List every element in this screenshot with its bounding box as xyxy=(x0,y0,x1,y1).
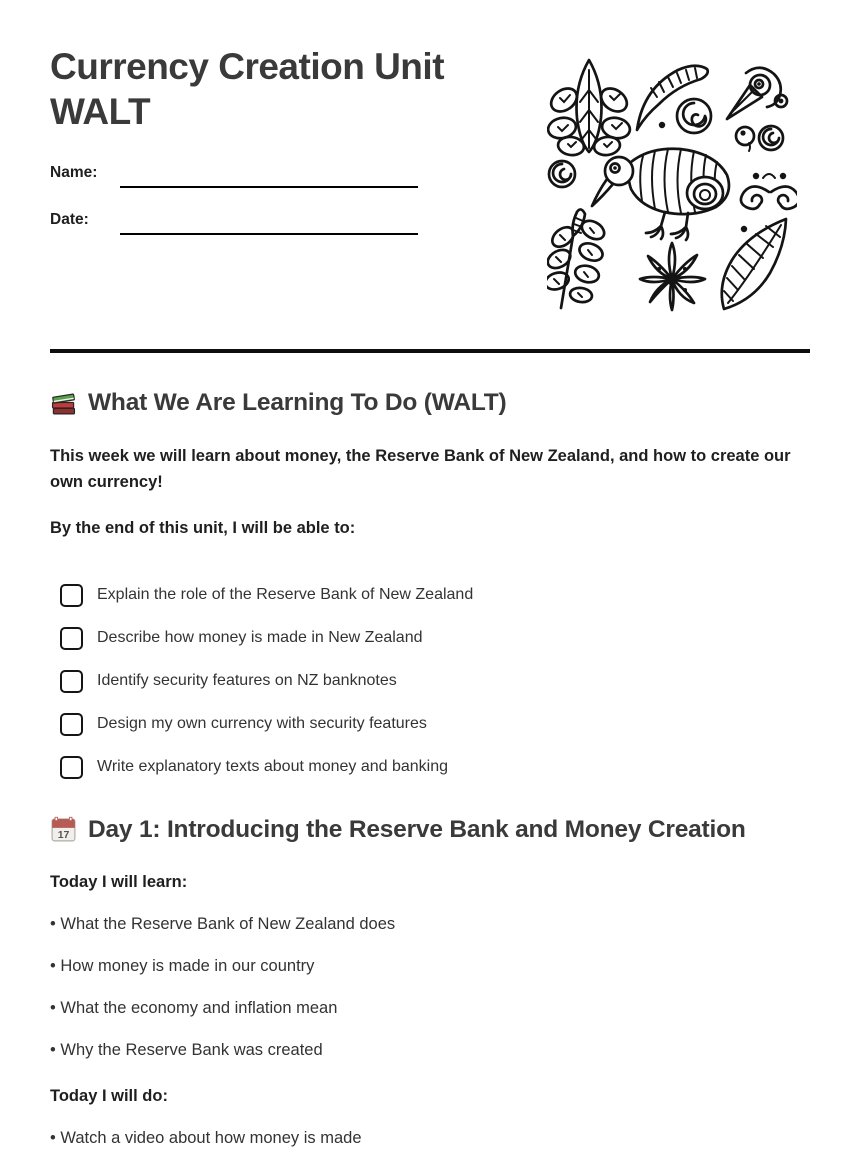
koru-blob-icon xyxy=(659,99,711,133)
walt-section-heading xyxy=(50,386,810,419)
objective-row xyxy=(60,626,810,650)
objective-checkbox[interactable] xyxy=(60,627,83,650)
left-koru-icon xyxy=(549,161,575,187)
objective-row xyxy=(60,669,810,693)
feather-icon xyxy=(722,219,786,309)
objective-label: Describe how money is made in New Zealand xyxy=(97,629,423,646)
date-label: Date: xyxy=(50,211,89,228)
objective-checkbox[interactable] xyxy=(60,713,83,736)
date-input-line[interactable] xyxy=(120,207,418,235)
objective-row xyxy=(60,755,810,779)
bird-head-icon xyxy=(727,68,787,119)
kiwi-icon xyxy=(592,149,729,240)
calendar-day-number: 17 xyxy=(57,828,70,841)
learn-item: • What the Reserve Bank of New Zealand does xyxy=(50,911,810,937)
objective-checkbox[interactable] xyxy=(60,670,83,693)
maori-kiwi-illustration xyxy=(547,52,797,314)
do-item: • Watch a video about how money is made xyxy=(50,1125,810,1151)
calendar-icon xyxy=(50,816,77,843)
crescent-frond-icon xyxy=(637,66,708,130)
walt-intro: This week we will learn about money, the Reserve Bank of New Zealand, and how to create our own currency! xyxy=(50,447,791,491)
objective-row xyxy=(60,712,810,736)
books-icon xyxy=(50,389,77,416)
objective-label: Identify security features on NZ banknotes xyxy=(97,672,397,689)
objective-checkbox[interactable] xyxy=(60,584,83,607)
learn-item: • How money is made in our country xyxy=(50,953,810,979)
leaf-cluster-icon xyxy=(547,60,632,157)
objective-checkbox[interactable] xyxy=(60,756,83,779)
objective-row xyxy=(60,583,810,607)
learn-item: • What the economy and inflation mean xyxy=(50,995,810,1021)
objective-label: Design my own currency with security features xyxy=(97,715,427,732)
date-field-row xyxy=(50,207,418,235)
do-heading: Today I will do: xyxy=(50,1087,168,1105)
content xyxy=(50,353,810,1151)
name-field-row xyxy=(50,160,418,188)
objective-label: Explain the role of the Reserve Bank of New Zealand xyxy=(97,586,474,603)
objective-label: Write explanatory texts about money and banking xyxy=(97,758,449,775)
learn-heading: Today I will learn: xyxy=(50,873,188,891)
double-koru-icon xyxy=(741,173,797,209)
walt-heading-text: What We Are Learning To Do (WALT) xyxy=(88,389,507,416)
name-label: Name: xyxy=(50,164,98,181)
walt-lead-in: By the end of this unit, I will be able to: xyxy=(50,519,356,537)
page-title: Currency Creation Unit WALT xyxy=(50,46,445,132)
header xyxy=(50,0,810,353)
fern-leaf-icon xyxy=(547,209,607,308)
day1-section-heading xyxy=(50,813,810,846)
objectives-checklist xyxy=(50,583,810,779)
name-input-line[interactable] xyxy=(120,160,418,188)
small-koru-pair-icon xyxy=(736,126,783,151)
learn-item: • Why the Reserve Bank was created xyxy=(50,1037,810,1063)
ornate-leaf-cluster-icon xyxy=(640,243,705,310)
day1-heading-text: Day 1: Introducing the Reserve Bank and Money Creation xyxy=(88,816,746,843)
